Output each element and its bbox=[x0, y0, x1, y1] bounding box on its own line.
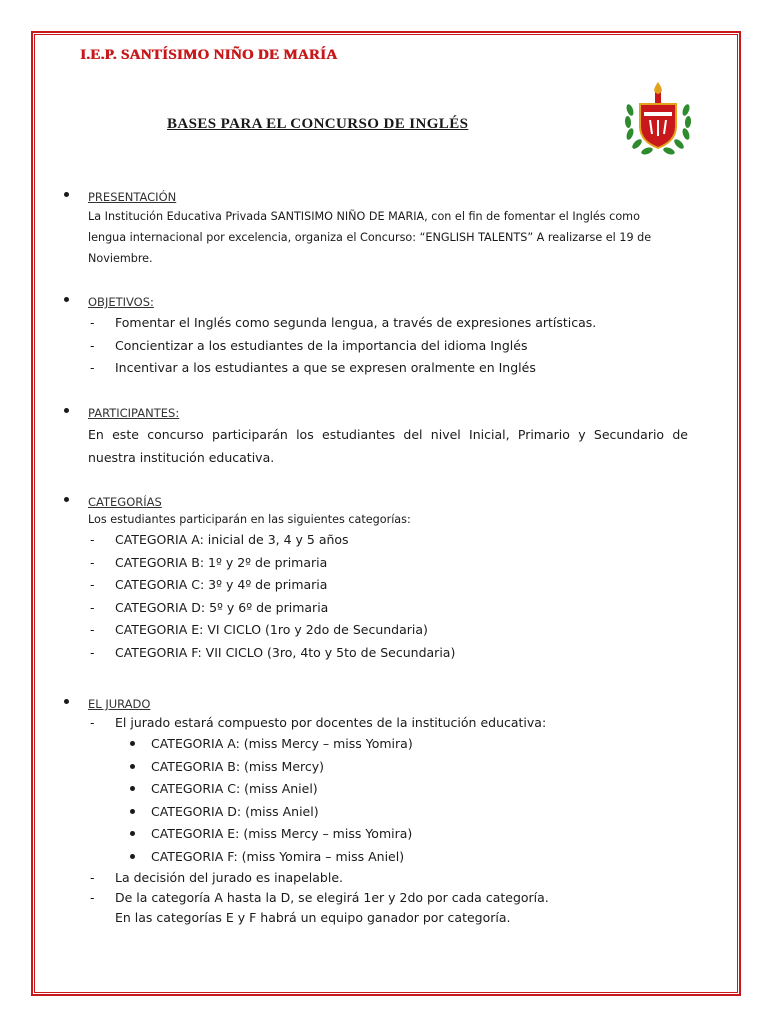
bullet-icon bbox=[64, 408, 69, 413]
presentacion-line: La Institución Educativa Privada SANTISIMO NIÑO DE MARIA, con el fin de fomentar el Inglés como bbox=[88, 210, 640, 223]
document-title: BASES PARA EL CONCURSO DE INGLÉS bbox=[167, 116, 469, 132]
heading-jurado: EL JURADO bbox=[88, 697, 151, 711]
list-item: - Incentivar a los estudiantes a que se expresen oralmente en Inglés bbox=[90, 360, 536, 375]
list-item: - Fomentar el Inglés como segunda lengua, a través de expresiones artísticas. bbox=[90, 315, 597, 330]
school-name: I.E.P. SANTÍSIMO NIÑO DE MARÍA bbox=[80, 47, 338, 63]
heading-presentacion: PRESENTACIÓN bbox=[88, 190, 177, 204]
heading-objetivos: OBJETIVOS: bbox=[88, 295, 154, 309]
school-crest-icon bbox=[622, 80, 694, 158]
participantes-text bbox=[88, 423, 688, 469]
participantes-line: En este concurso participarán los estudiantes del nivel Inicial, Primario y Secundario de bbox=[88, 427, 688, 442]
jurado-member: CATEGORIA B: (miss Mercy) bbox=[64, 756, 704, 779]
list-item: - CATEGORIA A: inicial de 3, 4 y 5 años bbox=[90, 532, 349, 547]
jurado-member: CATEGORIA A: (miss Mercy – miss Yomira) bbox=[64, 733, 704, 756]
bullet-icon bbox=[130, 764, 135, 769]
participantes-line: nuestra institución educativa. bbox=[88, 450, 275, 465]
section-presentacion bbox=[64, 188, 704, 269]
section-participantes bbox=[64, 404, 704, 469]
jurado-list bbox=[64, 713, 704, 733]
list-item: - La decisión del jurado es inapelable. bbox=[90, 870, 343, 885]
list-item: - El jurado estará compuesto por docentes de la institución educativa: bbox=[90, 715, 547, 730]
section-categorias bbox=[64, 493, 704, 664]
list-item: - CATEGORIA C: 3º y 4º de primaria bbox=[90, 577, 328, 592]
list-item: - Concientizar a los estudiantes de la importancia del idioma Inglés bbox=[90, 337, 528, 353]
bullet-icon bbox=[130, 854, 135, 859]
presentacion-line: lengua internacional por excelencia, organiza el Concurso: “ENGLISH TALENTS” A realizarse el 19 de bbox=[88, 231, 652, 244]
bullet-icon bbox=[130, 741, 135, 746]
section-objetivos bbox=[64, 293, 704, 380]
jurado-member: CATEGORIA F: (miss Yomira – miss Aniel) bbox=[64, 846, 704, 869]
bullet-icon bbox=[130, 831, 135, 836]
bullet-icon bbox=[64, 699, 69, 704]
bullet-icon bbox=[64, 497, 69, 502]
bullet-icon bbox=[130, 786, 135, 791]
jurado-notes bbox=[64, 868, 704, 928]
list-item: - CATEGORIA B: 1º y 2º de primaria bbox=[90, 554, 328, 570]
jurado-member: CATEGORIA E: (miss Mercy – miss Yomira) bbox=[64, 823, 704, 846]
list-item: - CATEGORIA F: VII CICLO (3ro, 4to y 5to de Secundaria) bbox=[90, 644, 456, 660]
heading-participantes: PARTICIPANTES: bbox=[88, 406, 180, 420]
section-jurado bbox=[64, 695, 704, 928]
categorias-intro: Los estudiantes participarán en las siguientes categorías: bbox=[88, 513, 411, 526]
presentacion-line: Noviembre. bbox=[88, 252, 153, 265]
bullet-icon bbox=[130, 809, 135, 814]
list-item: - CATEGORIA D: 5º y 6º de primaria bbox=[90, 599, 329, 615]
list-item: - De la categoría A hasta la D, se elegirá 1er y 2do por cada categoría. En las categorías E y F habrá un equipo ganador por categoría. bbox=[90, 890, 549, 925]
categorias-list bbox=[64, 529, 704, 664]
jurado-member: CATEGORIA C: (miss Aniel) bbox=[64, 778, 704, 801]
presentacion-text bbox=[88, 206, 704, 269]
bullet-icon bbox=[64, 192, 69, 197]
list-item: - CATEGORIA E: VI CICLO (1ro y 2do de Secundaria) bbox=[90, 622, 428, 637]
jurado-member: CATEGORIA D: (miss Aniel) bbox=[64, 801, 704, 824]
bullet-icon bbox=[64, 297, 69, 302]
jurado-members bbox=[64, 733, 704, 868]
objetivos-list bbox=[64, 312, 704, 380]
heading-categorias: CATEGORÍAS bbox=[88, 495, 162, 509]
